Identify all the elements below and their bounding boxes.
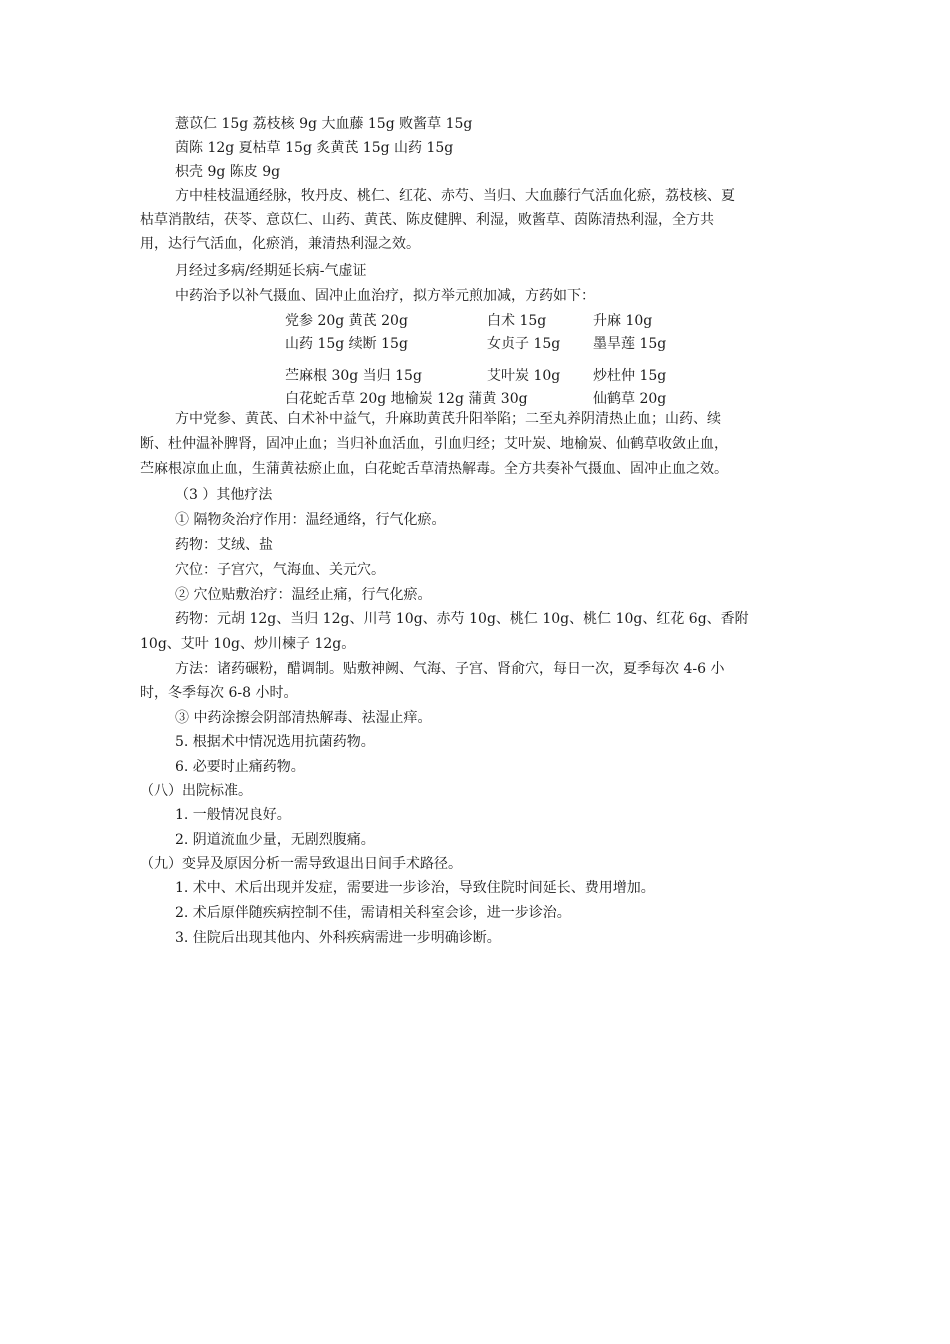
variation-reason-1: 1. 术中、术后出现并发症，需要进一步诊治，导致住院时间延长、费用增加。 (175, 880, 655, 896)
paragraph-explanation-1: 方中桂枝温通经脉，牧丹皮、桃仁、红花、赤芍、当归、大血藤行气活血化瘀，荔枝核、夏 (175, 188, 735, 204)
rx-row-3-col-3: 炒杜仲 15g (593, 368, 667, 384)
rx-row-3-col-2: 艾叶炭 10g (487, 368, 561, 384)
rx-row-2-col-3: 墨旱莲 15g (593, 336, 667, 352)
rx-row-4-col-1: 白花蛇舌草 20g 地榆炭 12g 蒲黄 30g (285, 391, 528, 407)
section-discharge-criteria: （八）出院标准。 (140, 783, 252, 799)
section-variation-analysis: （九）变异及原因分析一需导致退出日间手术路径。 (140, 856, 462, 872)
discharge-criterion-2: 2. 阴道流血少量，无剧烈腹痛。 (175, 832, 375, 848)
discharge-criterion-1: 1. 一般情况良好。 (175, 807, 291, 823)
rx-row-1-col-1: 党参 20g 黄芪 20g (285, 313, 408, 329)
therapy-patch-method: 方法：诸药碾粉，醋调制。贴敷神阙、气海、子宫、肾俞穴，每日一次，夏季每次 4-6 小 (175, 661, 725, 677)
therapy-moxibustion: ① 隔物灸治疗作用：温经通络，行气化瘀。 (175, 512, 446, 528)
herb-line-3: 枳壳 9g 陈皮 9g (175, 164, 281, 180)
rx-row-1-col-3: 升麻 10g (593, 313, 653, 329)
item-analgesics: 6. 必要时止痛药物。 (175, 759, 305, 775)
rx-row-2-col-1: 山药 15g 续断 15g (285, 336, 408, 352)
paragraph-explanation-2-cont: 断、杜仲温补脾肾，固冲止血；当归补血活血，引血归经；艾叶炭、地榆炭、仙鹤草收敛止血， (140, 436, 728, 452)
variation-reason-3: 3. 住院后出现其他内、外科疾病需进一步明确诊断。 (175, 930, 501, 946)
prescription-intro: 中药治予以补气摄血、固冲止血治疗，拟方举元煎加减，方药如下： (175, 288, 595, 304)
therapy-acupoint-patch: ② 穴位贴敷治疗：温经止痛，行气化瘀。 (175, 587, 432, 603)
herb-line-1: 薏苡仁 15g 荔枝核 9g 大血藤 15g 败酱草 15g (175, 116, 473, 132)
paragraph-explanation-1-end: 用，达行气活血，化瘀消，兼清热利湿之效。 (140, 236, 420, 252)
variation-reason-2: 2. 术后原伴随疾病控制不佳，需请相关科室会诊，进一步诊治。 (175, 905, 571, 921)
section-heading-other-therapies: （3 ）其他疗法 (175, 487, 273, 503)
rx-row-2-col-2: 女贞子 15g (487, 336, 561, 352)
paragraph-explanation-1-cont: 枯草消散结，茯苓、意苡仁、山药、黄芪、陈皮健脾、利湿，败酱草、茵陈清热利湿，全方共 (140, 212, 714, 228)
therapy-moxibustion-acupoints: 穴位：子宫穴，气海血、关元穴。 (175, 562, 385, 578)
rx-row-3-col-1: 苎麻根 30g 当归 15g (285, 368, 422, 384)
herb-line-2: 茵陈 12g 夏枯草 15g 炙黄芪 15g 山药 15g (175, 140, 454, 156)
item-antibiotics: 5. 根据术中情况选用抗菌药物。 (175, 734, 375, 750)
rx-row-1-col-2: 白术 15g (487, 313, 547, 329)
paragraph-explanation-2: 方中党参、黄芪、白术补中益气，升麻助黄芪升阳举陷；二至丸养阴清热止血；山药、续 (175, 411, 721, 427)
therapy-patch-method-cont: 时，冬季每次 6-8 小时。 (140, 685, 298, 701)
therapy-moxibustion-materials: 药物：艾绒、盐 (175, 537, 273, 553)
therapy-perineum-application: ③ 中药涂擦会阴部清热解毒、祛湿止痒。 (175, 710, 432, 726)
rx-row-4-col-2: 仙鹤草 20g (593, 391, 667, 407)
paragraph-explanation-2-end: 苎麻根凉血止血，生蒲黄祛瘀止血，白花蛇舌草清热解毒。全方共奏补气摄血、固冲止血之效。 (140, 461, 728, 477)
therapy-patch-materials-cont: 10g、艾叶 10g、炒川楝子 12g。 (140, 636, 356, 652)
section-heading-qi-deficiency: 月经过多病/经期延长病-气虚证 (175, 263, 367, 279)
therapy-patch-materials: 药物：元胡 12g、当归 12g、川芎 10g、赤芍 10g、桃仁 10g、桃仁 10g、红花 6g、香附 (175, 611, 749, 627)
